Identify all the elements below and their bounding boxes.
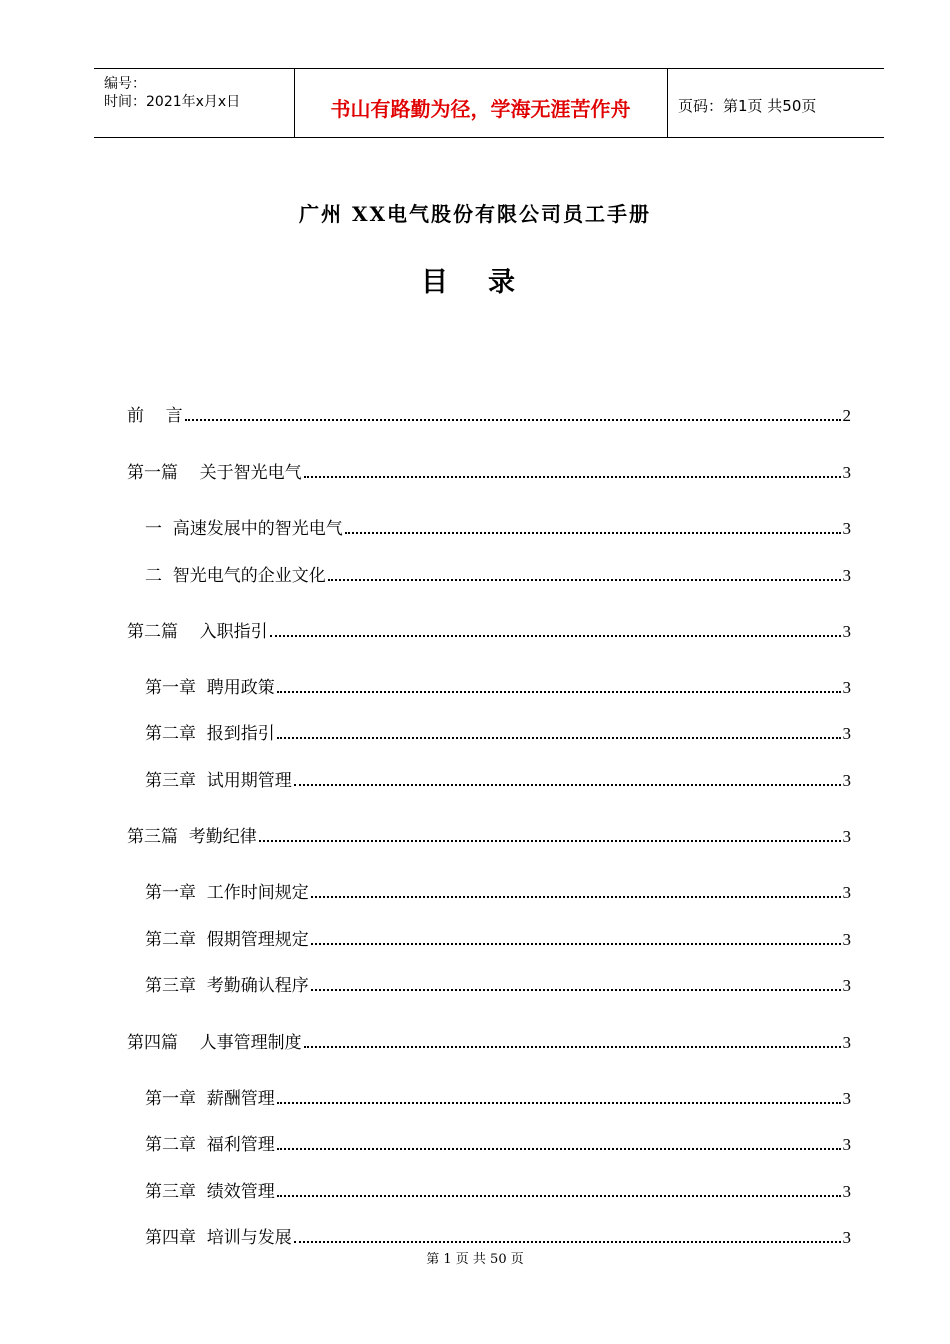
toc-entry[interactable] [127, 1027, 851, 1053]
toc-entry[interactable] [145, 877, 851, 903]
toc-leader-dots [277, 737, 841, 739]
toc-entry-page: 3 [842, 519, 851, 538]
toc-leader-dots [328, 579, 841, 581]
toc-leader-dots [277, 1195, 841, 1197]
toc-leader-dots [304, 1046, 841, 1048]
toc-entry-label: 第三章 考勤确认程序 [145, 976, 309, 996]
toc-entry-page: 3 [842, 1089, 851, 1108]
toc-entry[interactable] [127, 616, 851, 642]
toc-entry[interactable] [145, 1129, 851, 1155]
toc-entry[interactable] [145, 1176, 851, 1202]
toc-entry-page: 3 [842, 622, 851, 641]
toc-entry-label: 第三章 绩效管理 [145, 1182, 275, 1202]
toc-leader-dots [311, 896, 841, 898]
toc-entry-label: 第三篇 考勤纪律 [127, 827, 257, 847]
toc-entry-page: 3 [842, 724, 851, 743]
header-page-cell [668, 69, 884, 137]
toc-entry[interactable] [127, 821, 851, 847]
toc-leader-dots [304, 476, 841, 478]
toc-entry[interactable] [145, 718, 851, 744]
toc-entry-label: 第二篇 入职指引 [127, 622, 268, 642]
toc-entry-page: 3 [842, 1228, 851, 1247]
toc-leader-dots [294, 1241, 841, 1243]
toc-entry-page: 3 [842, 1182, 851, 1201]
toc-leader-dots [270, 635, 841, 637]
toc-leader-dots [311, 943, 841, 945]
toc-entry[interactable] [127, 400, 851, 426]
toc-entry[interactable] [145, 560, 851, 586]
toc-entry-page: 3 [842, 463, 851, 482]
toc-entry-label: 第二章 假期管理规定 [145, 930, 309, 950]
toc-entry-label: 第二章 福利管理 [145, 1135, 275, 1155]
toc-entry[interactable] [145, 513, 851, 539]
toc-entry[interactable] [127, 457, 851, 483]
toc-entry-page: 3 [842, 1033, 851, 1052]
toc-entry[interactable] [145, 970, 851, 996]
document-time-label: 时间：2021年x月x日 [104, 94, 241, 110]
toc-entry-page: 3 [842, 827, 851, 846]
toc-heading: 目录 [421, 267, 555, 298]
toc-leader-dots [345, 532, 841, 534]
toc-entry-label: 第四章 培训与发展 [145, 1228, 292, 1248]
document-title: 广州 XX电气股份有限公司员工手册 [299, 202, 651, 226]
toc-entry[interactable] [145, 1222, 851, 1248]
toc-entry[interactable] [145, 672, 851, 698]
toc-entry-label: 第一章 聘用政策 [145, 678, 275, 698]
toc-entry-page: 3 [842, 678, 851, 697]
motto-text: 书山有路勤为径，学海无涯苦作舟 [330, 97, 631, 121]
toc-entry-label: 第一篇 关于智光电气 [127, 463, 302, 483]
toc-entry-page: 3 [842, 930, 851, 949]
toc-entry-page: 3 [842, 566, 851, 585]
toc-entry[interactable] [145, 1083, 851, 1109]
toc-entry-label: 第四篇 人事管理制度 [127, 1033, 302, 1053]
page-footer: 第 1 页 共 50 页 [426, 1252, 524, 1267]
toc-leader-dots [294, 784, 841, 786]
toc-entry-label: 第一章 薪酬管理 [145, 1089, 275, 1109]
toc-entry-page: 3 [842, 1135, 851, 1154]
toc-entry-label: 第一章 工作时间规定 [145, 883, 309, 903]
document-number-label: 编号： [104, 76, 146, 92]
toc-leader-dots [277, 691, 841, 693]
toc-entry[interactable] [145, 924, 851, 950]
toc-entry-label: 二 智光电气的企业文化 [145, 566, 326, 586]
toc-entry-page: 3 [842, 883, 851, 902]
toc-entry-label: 第二章 报到指引 [145, 724, 275, 744]
toc-entry-label: 一 高速发展中的智光电气 [145, 519, 343, 539]
toc-entry[interactable] [145, 765, 851, 791]
page-header [94, 68, 884, 138]
toc-leader-dots [311, 989, 841, 991]
header-page-label: 页码：第1页 共50页 [678, 97, 817, 115]
toc-leader-dots [277, 1102, 841, 1104]
toc-leader-dots [185, 419, 841, 421]
toc-entry-page: 3 [842, 976, 851, 995]
toc-entry-page: 3 [842, 771, 851, 790]
toc-entry-page: 2 [842, 406, 851, 425]
header-motto-cell [294, 69, 668, 137]
toc-leader-dots [259, 840, 841, 842]
header-info-cell [94, 69, 295, 137]
toc-entry-label: 第三章 试用期管理 [145, 771, 292, 791]
toc-entry-label: 前 言 [127, 406, 183, 426]
toc-leader-dots [277, 1148, 841, 1150]
